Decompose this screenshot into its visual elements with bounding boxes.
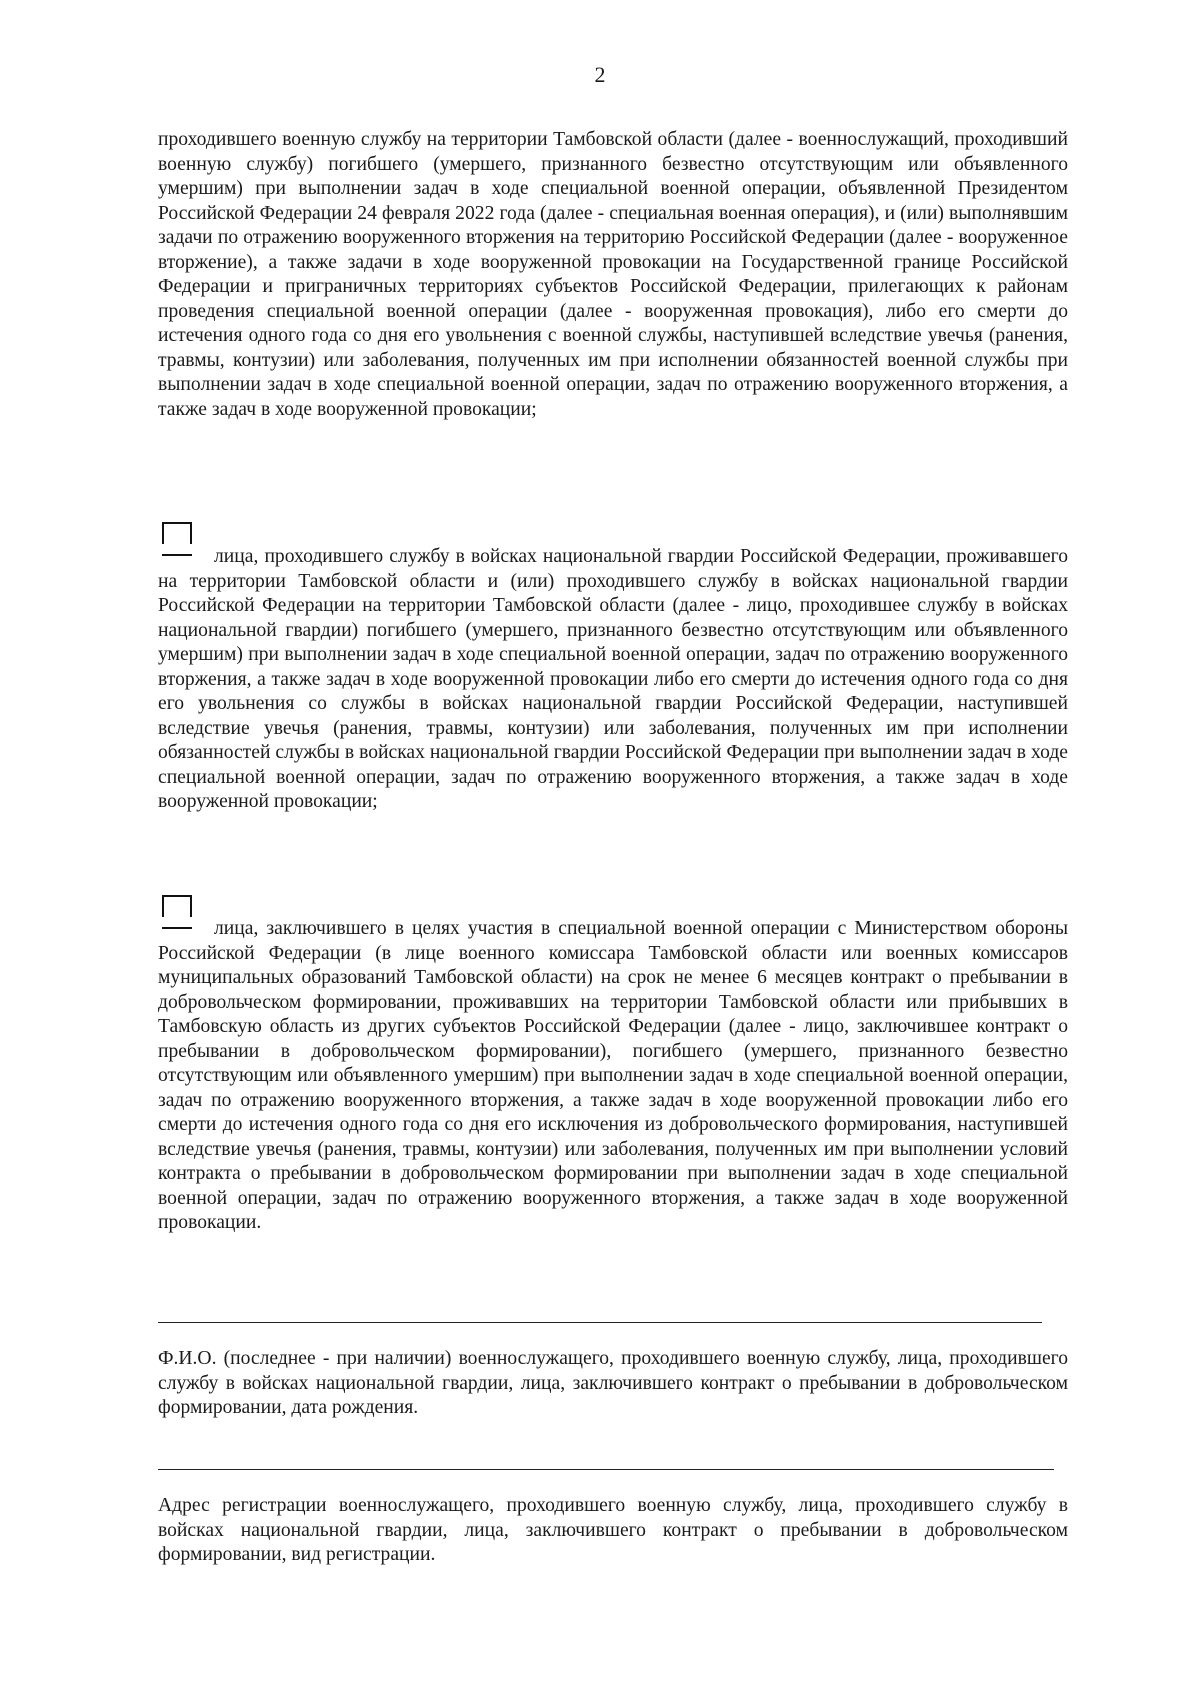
address-input-line[interactable] xyxy=(158,1469,1054,1470)
page-number: 2 xyxy=(594,62,606,87)
checkbox-frame xyxy=(162,895,192,917)
fio-caption: Ф.И.О. (последнее - при наличии) военнослужащего, проходившего военную службу, лица, проходившего службу в войсках национальной гвардии, лица, заключившего контракт о пребывании в добровольческом формировании, дата рождения. xyxy=(158,1348,1068,1418)
paragraph-national-guard-text: лица, проходившего службу в войсках национальной гвардии Российской Федерации, проживавшего на территории Тамбовской области и (или) проходившего службу в войсках национальной гвардии Российской Федерации на территории Тамбовской области (далее - лицо, проходившее службу в войсках национальной гвардии) погибшего (умершего, признанного безвестно отсутствующим или объявленного умершим) при выполнении задач в ходе специальной военной операции, задач по отражению вооруженного вторжения, а также задач в ходе вооруженной провокации либо его смерти до истечения одного года со дня его увольнения со службы в войсках национальной гвардии Российской Федерации, наступившей вследствие увечья (ранения, травмы, контузии) или заболевания, полученных им при исполнении обязанностей службы в войсках национальной гвардии Российской Федерации при выполнении задач в ходе специальной военной операции, задач по отражению вооруженного вторжения, а также задач в ходе вооруженной провокации; xyxy=(158,546,1068,812)
checkbox-frame xyxy=(162,522,192,544)
paragraph-national-guard xyxy=(158,545,1068,815)
paragraph-military-service: проходившего военную службу на территории Тамбовской области (далее - военнослужащий, проходивший военную службу) погибшего (умершего, признанного безвестно отсутствующим или объявленного умершим) при выполнении задач в ходе специальной военной операции, объявленной Президентом Российской Федерации 24 февраля 2022 года (далее - специальная военная операция), и (или) выполнявшим задачи по отражению вооруженного вторжения на территорию Российской Федерации (далее - вооруженное вторжение), а также задачи в ходе вооруженной провокации на Государственной границе Российской Федерации и приграничных территориях субъектов Российской Федерации, прилегающих к районам проведения специальной военной операции (далее - вооруженная провокация), либо его смерти до истечения одного года со дня его увольнения с военной службы, наступившей вследствие увечья (ранения, травмы, контузии) или заболевания, полученных им при исполнении обязанностей военной службы при выполнении задач в ходе специальной военной операции, задач по отражению вооруженного вторжения, а также задач в ходе вооруженной провокации; xyxy=(158,129,1068,420)
fio-input-line[interactable] xyxy=(158,1322,1042,1323)
paragraph-volunteer-formation-text: лица, заключившего в целях участия в специальной военной операции с Министерством обороны Российской Федерации (в лице военного комиссара Тамбовской области или военных комиссаров муниципальных образований Тамбовской области) на срок не менее 6 месяцев контракт о пребывании в добровольческом формировании, проживавших на территории Тамбовской области или прибывших в Тамбовскую область из других субъектов Российской Федерации (далее - лицо, заключившее контракт о пребывании в добровольческом формировании), погибшего (умершего, признанного безвестно отсутствующим или объявленного умершим) при выполнении задач в ходе специальной военной операции, задач по отражению вооруженного вторжения, а также задач в ходе вооруженной провокации либо его смерти до истечения одного года со дня его исключения из добровольческого формирования, наступившей вследствие увечья (ранения, травмы, контузии) или заболевания, полученных им при выполнении условий контракта о пребывании в добровольческом формировании при выполнении задач в ходе специальной военной операции, задач по отражению вооруженного вторжения, а также задач в ходе вооруженной провокации. xyxy=(158,918,1068,1233)
paragraph-volunteer-formation xyxy=(158,917,1068,1236)
address-caption: Адрес регистрации военнослужащего, проходившего военную службу, лица, проходившего службу в войсках национальной гвардии, лица, заключившего контракт о пребывании в добровольческом формировании, вид регистрации. xyxy=(158,1495,1068,1565)
